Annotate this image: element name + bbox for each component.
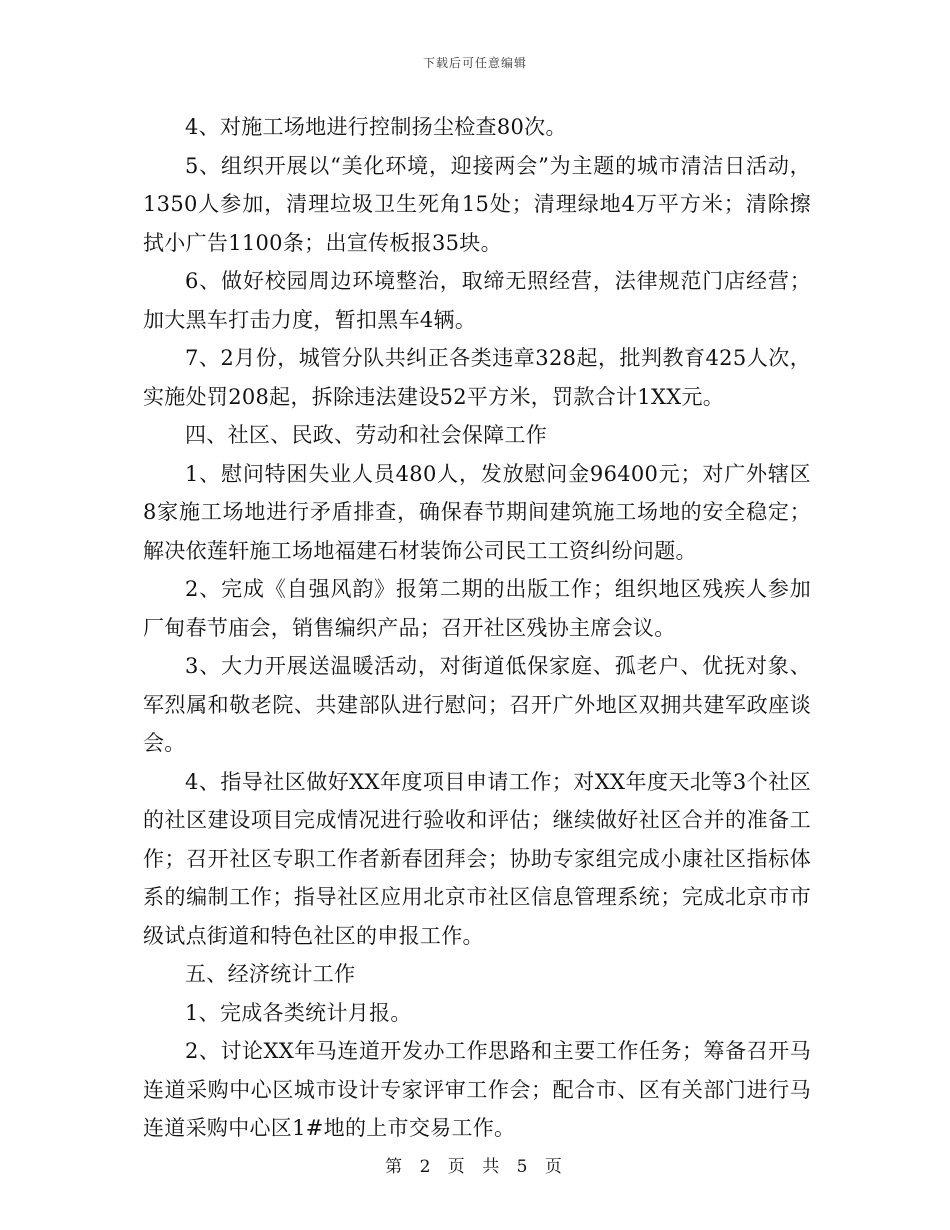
section-heading-community: 四、社区、民政、劳动和社会保障工作 bbox=[185, 423, 548, 447]
paragraph-item-3-warmth: 3、大力开展送温暖活动，对街道低保家庭、孤老户、优抚对象、军烈属和敬老院、共建部队进行慰问；召开广外地区双拥共建军政座谈会。 bbox=[143, 654, 811, 755]
paragraph-item-2-publication: 2、完成《自强风韵》报第二期的出版工作；组织地区残疾人参加厂甸春节庙会，销售编织产品；召开社区残协主席会议。 bbox=[143, 577, 811, 640]
page-number-footer: 第 2 页 共 5 页 bbox=[385, 1157, 565, 1177]
paragraph-item-2-development: 2、讨论XX年马连道开发办工作思路和主要工作任务；筹备召开马连道采购中心区城市设计专家评审工作会；配合市、区有关部门进行马连道采购中心区1#地的上市交易工作。 bbox=[143, 1039, 811, 1140]
paragraph-item-6-campus: 6、做好校园周边环境整治，取缔无照经营，法律规范门店经营；加大黑车打击力度，暂扣黑车4辆。 bbox=[143, 269, 811, 332]
page-header-note: 下载后可任意编辑 bbox=[422, 56, 527, 70]
paragraph-item-4-dust-check: 4、对施工场地进行控制扬尘检查80次。 bbox=[185, 115, 567, 139]
paragraph-item-5-clean-day: 5、组织开展以“美化环境，迎接两会”为主题的城市清洁日活动，1350人参加，清理垃圾卫生死角15处；清理绿地4万平方米；清除擦拭小广告1100条；出宣传板报35块。 bbox=[143, 153, 811, 255]
paragraph-item-4-community-projects: 4、指导社区做好XX年度项目申请工作；对XX年度天北等3个社区的社区建设项目完成情况进行验收和评估；继续做好社区合并的准备工作；召开社区专职工作者新春团拜会；协助专家组完成小康社区指标体系的编制工作；指导社区应用北京市社区信息管理系统；完成北京市市级试点街道和特色社区的申报工作。 bbox=[143, 769, 811, 948]
section-heading-statistics: 五、经济统计工作 bbox=[185, 962, 356, 986]
document-body bbox=[143, 108, 811, 1148]
paragraph-item-1-condolence: 1、慰问特困失业人员480人，发放慰问金96400元；对广外辖区8家施工场地进行矛盾排查，确保春节期间建筑施工场地的安全稳定；解决依莲轩施工场地福建石材装饰公司民工工资纠纷问题。 bbox=[143, 461, 811, 563]
paragraph-item-1-monthly-report: 1、完成各类统计月报。 bbox=[185, 1000, 412, 1025]
paragraph-item-7-enforcement: 7、2月份，城管分队共纠正各类违章328起，批判教育425人次，实施处罚208起，拆除违法建设52平方米，罚款合计1XX元。 bbox=[143, 346, 811, 409]
